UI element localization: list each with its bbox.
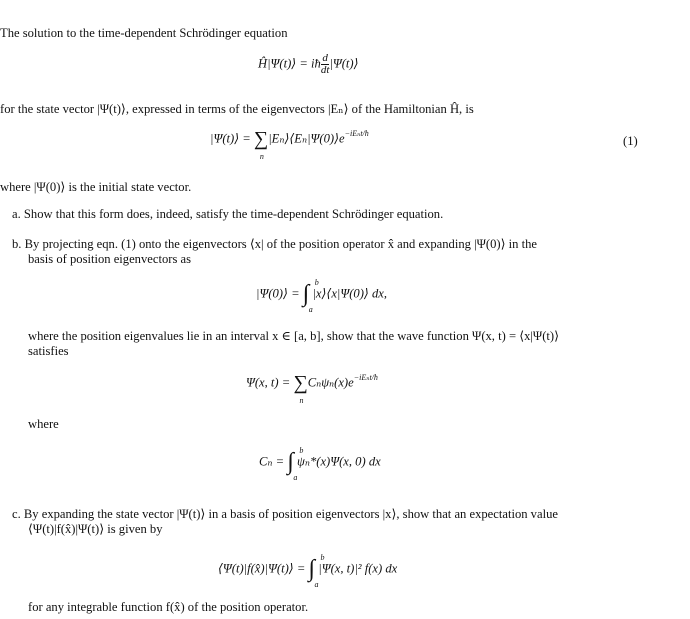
equation-1 (210, 128, 369, 161)
part-c-line-2: ⟨Ψ(t)|f(x̂)|Ψ(t)⟩ is given by (28, 522, 163, 536)
integral-lower-limit: a (308, 305, 313, 314)
summation-symbol: ∑ (293, 372, 308, 394)
for-state-vector-text: for the state vector |Ψ(t)⟩, expressed in terms of the eigenvectors |Eₙ⟩ of the Hamiltonian Ĥ, is (0, 102, 474, 116)
part-b-line-1: b. By projecting eqn. (1) onto the eigenvectors ⟨x| of the position operator x̂ and expanding |Ψ(0)⟩ in the (12, 237, 537, 251)
intro-text: The solution to the time-dependent Schrödinger equation (0, 26, 288, 40)
summation-index: n (299, 396, 304, 405)
equation-rhs: |Ψ(t)⟩ (329, 56, 359, 71)
equation-cn (259, 446, 381, 482)
equation-body: |Eₙ⟩⟨Eₙ|Ψ(0)⟩e (268, 131, 345, 146)
equation-schrodinger (258, 53, 359, 76)
equation-lhs: |Ψ(t)⟩ = (210, 131, 251, 146)
integral-symbol: ∫ (302, 281, 310, 307)
exponent: −iEₙt/ħ (353, 373, 378, 383)
equation-expectation (218, 553, 398, 589)
integral-symbol: ∫ (287, 449, 294, 475)
integral-upper-limit: b (314, 278, 319, 287)
part-a-text: a. Show that this form does, indeed, satisfy the time-dependent Schrödinger equation. (12, 207, 444, 221)
where-text: where (28, 417, 59, 431)
part-c-line-1: c. By expanding the state vector |Ψ(t)⟩ in a basis of position eigenvectors |x⟩, show that an expectation value (12, 507, 558, 521)
integral-upper-limit: b (320, 553, 325, 562)
equation-body: Cₙψₙ(x)e (307, 375, 354, 390)
part-b-line-3: where the position eigenvalues lie in an interval x ∈ [a, b], show that the wave function Ψ(x, t) = ⟨x|Ψ(t)⟩ (28, 329, 560, 343)
equation-wave-function (246, 372, 378, 405)
integral-upper-limit: b (299, 446, 304, 455)
integral-lower-limit: a (314, 580, 319, 589)
summation-symbol: ∑ (253, 128, 269, 150)
equation-psi0-expansion (256, 278, 388, 314)
equation-lhs: |Ψ(0)⟩ = (256, 286, 300, 301)
equation-lhs: Ĥ|Ψ(t)⟩ = iħ (258, 56, 321, 71)
equation-body: ψₙ*(x)Ψ(x, 0) dx (297, 454, 381, 469)
part-b-line-4: satisfies (28, 344, 69, 358)
equation-lhs: Cₙ = (259, 454, 285, 469)
equation-body: |Ψ(x, t)|² f(x) dx (318, 561, 398, 576)
integral-lower-limit: a (293, 473, 298, 482)
equation-lhs: Ψ(x, t) = (246, 375, 291, 390)
fraction-denominator: dt (320, 64, 330, 76)
summation-index: n (259, 152, 264, 161)
fraction-numerator: d (322, 52, 328, 64)
exponent: −iEₙt/ħ (344, 129, 369, 139)
part-c-final-text: for any integrable function f(x̂) of the position operator. (28, 600, 309, 614)
equation-number: (1) (623, 134, 638, 148)
equation-body: |x⟩⟨x|Ψ(0)⟩ dx, (312, 286, 388, 301)
integral-symbol: ∫ (308, 556, 316, 582)
where-initial-text: where |Ψ(0)⟩ is the initial state vector. (0, 180, 192, 194)
equation-lhs: ⟨Ψ(t)|f(x̂)|Ψ(t)⟩ = (218, 561, 306, 576)
part-b-line-2: basis of position eigenvectors as (28, 252, 191, 266)
